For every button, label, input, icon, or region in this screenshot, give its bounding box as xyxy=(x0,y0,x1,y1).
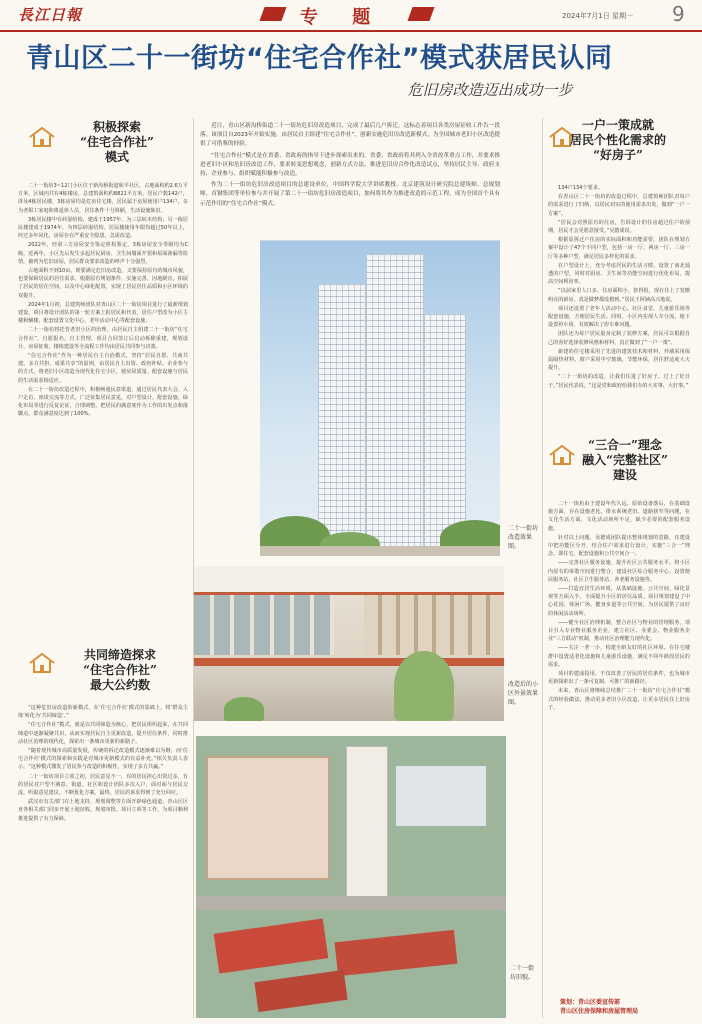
section-heading-one-policy xyxy=(548,118,688,163)
paragraph: 针对以上问题，吴德成团队提出整体规划的思路，在建设中把功能区分开，结合住户需求进行设计，实施“三合一”理念，即住宅、配套设施和公共空间合一。 xyxy=(548,534,690,558)
right-column-text-2 xyxy=(548,500,690,990)
photo2-caption: 改造后的小区外景效果图。 xyxy=(508,681,539,706)
heading-line: 最大公约数 xyxy=(89,678,150,692)
photo1-caption: 二十一街坊改造效果图。 xyxy=(508,525,539,550)
heading-line: 建设 xyxy=(612,468,637,482)
section-heading-co-create xyxy=(50,648,190,693)
intro-paragraph: “住宅合作社”模式是在省委、省政府的指导下进步探索出来的。省委、省政府将其列入全省改革重点工作，并要求推进老旧小区和危旧房改造工作，要求转变思想观念，创新方式方法，推进危旧房合作化改造试点，坚持居民主导、政府支持、企业参与、组织赋能积极参与改造。 xyxy=(200,152,500,178)
paragraph: “住宅合作社”模式，就是以共同缔造为核心，把居民组织起来，在共同缔造中逐渐凝聚共识，从而实现居民自主更新改造，提升居住条件，同时推动社区治理的现代化，探索出一条城市更新的新路子。 xyxy=(18,722,188,745)
heading-line: 一户一策成就 xyxy=(581,118,654,132)
intro-paragraph: 近日，青山区新沟桥街道二十一街坊危旧房改造项目，完成了最后几户拆迁，这标志着项目各类房屋征收工作告一段落。该项目自2023年开始实施，由居民自主组建“住宅合作社”，创新实施危旧房改造新模式，为全国城市老旧小区改造提供了可借鉴的经验。 xyxy=(200,123,500,148)
tower-building xyxy=(318,284,366,556)
subheadline: 危旧房改造迈出成功一步 xyxy=(407,81,573,99)
paragraph: 项目的建成投用，不仅改善了居民的居住条件，也为城市更新探索出了一条可复制、可推广的新路径。 xyxy=(548,671,690,686)
issue-date: 2024年7月1日 星期一 xyxy=(562,12,633,20)
section-title: 专 题 xyxy=(300,7,385,28)
paragraph: 二十一街坊项目立项之初，居民意见不一，有的居民担心出资过多，有的居民对户型不满意。街道、社区和设计团队多次入户，面对面与居民交流，听取意见建议，不断优化方案。最终，居民的诉求得到了充分回应。 xyxy=(18,773,188,797)
paragraph: 134户134个要求。 xyxy=(558,185,603,191)
paragraph: ——打造宜居生活环境，从基础设施、公共空间、绿化景观等方面入手，全面提升小区的居住品质。项目规划建设了中心花园、休闲广场、健身步道等公共空间，为居民提供了良好的休闲活动场所。 xyxy=(548,586,690,617)
heading-line: 共同缔造探求 xyxy=(83,648,156,662)
paragraph: “以前家里人口多，住房面积小，挤得很，现在住上了宽敞明亮的新房，真是做梦都没想到。”居民王阿姨高兴地说。 xyxy=(548,288,690,303)
paragraph: “二十一街坊的改造，让我们住进了好房子，过上了好日子。”居民代表说，“这是党和政府给我们办的大实事、大好事。” xyxy=(548,374,690,389)
paragraph: 2022年，经第三方房屋安全鉴定机构鉴定，3栋房屋安全等级均为C级。近两年，小区先后发生多起居民厨房、卫生间墙面开裂和屋面渗漏等险情，被列为危旧房屋，居民群众要求改造的呼声十分强烈。 xyxy=(18,242,188,265)
paragraph: 2024年1月初，总建筑师团队对青山区二十一街坊项目进行了最新规划建设，项目将设计团队的第一轮方案上报居民和代表，居住户型改为小区主楼和辅楼，配套设置文化中心，老年活动中心等配套设施。 xyxy=(18,301,188,325)
heading-line: 融入“完整社区” xyxy=(582,453,668,467)
paragraph: 占地面积不到10亩，既要满足危旧房改造，又要保持原有的城市风貌，也要保障居民的居住需求，根据原有规划条件，实施完善，因地制宜，拓展了居民的居住空间，以及中心绿化配置，实现了居民居住品质和小区环境的双提升。 xyxy=(18,268,188,299)
aerial-old-neighborhood-photo xyxy=(196,736,506,1018)
credit-line: 策划：青山区委宣传部 xyxy=(560,999,621,1006)
newspaper-logo: 長江日報 xyxy=(18,6,83,24)
credits xyxy=(560,998,638,1016)
paragraph: 根据原拆迁户住房的实际面积和功能需要，团队在规划方案中设计了47个不同户型，包括一房一厅、两房一厅、三房一厅等多种户型，满足居民多样化的需求。 xyxy=(548,237,690,260)
tower-building xyxy=(424,314,466,556)
headline: 青山区二十一街坊“住宅合作社”模式获居民认同 xyxy=(26,43,613,74)
left-column-text-1 xyxy=(18,182,188,618)
left-column-text-2 xyxy=(18,704,188,1016)
paragraph: 团队还为每户居民量身定制了装修方案，居民可以根据自己的喜好选择装修风格和材料，真正做到了“一户一策”。 xyxy=(548,331,690,346)
paragraph: 二十一街坊将托管老旧小区的治理，由居民自主组建二十一街坊“住宅合作社”，自愿报名，自主管理，项目合同签订后启动拆除重建，规划设计、房屋征收、楼栋建设等全流程工作均由居民共同参与决策。 xyxy=(18,327,188,350)
section-heading-explore xyxy=(52,120,182,165)
tower-building xyxy=(366,254,424,556)
section-heading-three-in-one xyxy=(560,438,690,483)
heading-line: “好房子” xyxy=(593,148,643,162)
page-number: 9 xyxy=(672,2,685,26)
tower-rendering-photo xyxy=(260,240,500,556)
column-divider xyxy=(193,118,194,1018)
heading-line: “住宅合作社” xyxy=(83,663,157,677)
paragraph: ——完善社区服务设施，提升社区公共服务水平。将小区内原有的零散空间进行整合，建设社区综合服务中心，设置便民服务站、社区卫生服务站、养老服务设施等。 xyxy=(548,560,690,583)
column-divider xyxy=(542,118,543,1018)
paragraph: “居民会对照原有的住房，告诉设计的住房超过住户的预期，居民才会更愿意接受。”吴德成说。 xyxy=(548,219,690,235)
heading-line: 居民个性化需求的 xyxy=(569,133,666,147)
paragraph: 二十一街坊由于建设年代久远，原始设备落后，在基础设施方面，存在设施老化、排水系统老旧、道路狭窄等问题，在文化生活方面，文化活动场所不足，缺少必要的配套服务设施。 xyxy=(548,501,690,532)
paragraph: 3栋居民楼中有砖混结构，建成于1957年，为三层砖木结构；另一栋居民楼建成于1974年，为四层砖混结构。居民楼使用年限均超过50年以上，经过多年风化，房屋存在严重安全隐患，急需改造。 xyxy=(18,216,188,240)
street-view-photo xyxy=(194,566,504,721)
paragraph: 项目还设置了老年人活动中心、社区食堂、儿童游乐场等配套设施，方便居民生活。同时，小区内实现人车分流，地下设置停车场，有效解决了停车难问题。 xyxy=(548,305,690,329)
paragraph: 在户型设计上，充分考虑居民的生活习惯，设置了南北通透的户型，同时对厨房、卫生间等功能空间进行优化布局，提高空间利用率。 xyxy=(548,262,690,286)
paragraph: “住宅合作社”作为一种居民自主自治模式，坚持“居民自愿、共商共建、多方共担、成果共享”的原则，由居民自主出资、政府补贴、企业参与的方式，将老旧小区改造为现代化住宅小区，使房屋质量、配套设施与居民的生活需求相适应。 xyxy=(18,353,188,384)
paragraph: 未来，青山区将继续总结推广二十一街坊“住宅合作社”模式的经验做法，推动更多老旧小区改造，让更多居民住上好房子。 xyxy=(548,688,690,711)
paragraph: 在青山区二十一街坊的改造过程中，总建筑师团队对每户的需求进行了归纳，以居民切实的使用需求出发，做到“一户一方案”。 xyxy=(548,194,690,217)
heading-line: “三合一”理念 xyxy=(588,438,662,452)
paragraph: 在二十一街坊改造过程中，积极畅通民意渠道，通过居民代表大会、入户走访、座谈交流等方式，广泛征集居民意见，对户型设计、配套设施、绿化布局等进行反复论证，合理调整。把居民的满意度作为工作的出发点和落脚点，群众满意度达到了100%。 xyxy=(18,386,188,418)
paragraph: 新建的住宅楼采用了先进的建筑技术和材料，外墙采用保温隔热材料，窗户采用中空玻璃，节能环保，居住舒适度大大提升。 xyxy=(548,348,690,372)
paragraph: ——关注一老一小，构建全龄友好的社区环境。在住宅楼群中设置适老化设施和儿童游乐设施，满足不同年龄段居民的需求。 xyxy=(548,645,690,668)
heading-line: 模式 xyxy=(104,150,129,164)
paragraph: “随着现代城市高质量发展，传统的拆迁改造模式逐渐难以为继，而‘住宅合作社’模式的探索和实践是对城市更新模式的有益补充。”相关负责人表示，“这种模式激发了居民参与改造的积极性，实现了多方共赢。” xyxy=(18,748,188,771)
paragraph: 二十一街坊3~12门小区位于新沟桥街道和平社区，占地面积约2.6万平方米，区域内共有4栋楼房，总建筑面积约8821平方米，居民户数142户，涉及4栋居民楼，3栋房屋均是危房住宅楼，居民属于房屋使用户134户，多为老职工家庭和离退休人员，居住条件十分简陋，生活设施陈旧。 xyxy=(18,183,188,214)
intro-paragraph: 作为二十一街坊危旧房改造项目的总建设单位，中国科学院大学讲席教授、北京建筑设计研究院总建筑师、总规划师，首钢集团等单位参与并开展了第二十一街坊危旧房改造项目，加何将其作为推进改造的示范工程，成为全国首个具有示范作用的“住宅合作社”模式。 xyxy=(200,182,500,207)
paragraph: ——健全社区治理机制，整合社区与物业的管理服务。项目引入专业物业服务企业，建立社区、业委会、物业服务企业“三方联动”机制，推动社区治理能力现代化。 xyxy=(548,619,690,643)
right-column-text-1 xyxy=(548,184,690,398)
intro-text xyxy=(200,122,500,211)
paragraph: 武汉市有关部门在土地支持、规划调整等方面开辟绿色通道，青山区区直各相关部门同步开展土地征收、规划审批、项目立项等工作，为项目顺利推进提供了有力保障。 xyxy=(18,799,188,822)
photo3-caption: 二十一街坊旧貌。 xyxy=(510,965,535,981)
credit-line: 青山区住房保障和房屋管理局 xyxy=(560,1008,639,1015)
heading-line: “住宅合作社” xyxy=(80,135,154,149)
paragraph: “这种危旧房改造的新模式，在‘住宅合作社’模式的基础上，将‘群众主体’转化为‘共同缔造’。” xyxy=(18,705,188,720)
heading-line: 积极探索 xyxy=(92,120,141,134)
